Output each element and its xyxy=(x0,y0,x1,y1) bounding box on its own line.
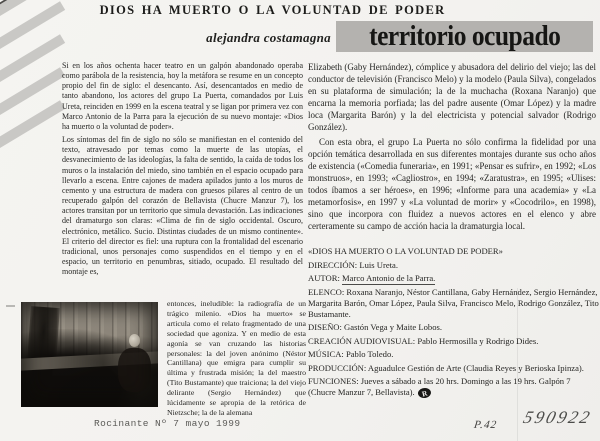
article-byline: alejandra costamagna xyxy=(206,30,331,45)
performance-photo xyxy=(21,302,158,407)
credit-funciones-text: FUNCIONES: Jueves a sábado a las 20 hrs. Domingo a las 19 hrs. Galpón 7 (Chucre Manzur 7, Bellavista). xyxy=(308,376,571,397)
photo-vignette xyxy=(21,302,158,407)
credit-funciones xyxy=(308,376,600,398)
credit-creacion: CREACIÓN AUDIOVISUAL: Pablo Hermosilla y Rodrigo Dides. xyxy=(308,335,539,346)
credits-block xyxy=(308,246,600,401)
credit-produccion: PRODUCCIÓN: Aguadulce Gestión de Arte (Claudia Reyes y Berioska Ipinza). xyxy=(308,362,584,373)
article-title: DIOS HA MUERTO O LA VOLUNTAD DE PODER xyxy=(99,3,446,17)
credit-direccion: DIRECCIÓN: Luis Ureta. xyxy=(308,259,398,270)
article-column-left xyxy=(62,61,303,298)
credit-autor-label: AUTOR: xyxy=(308,273,340,283)
article-column-narrow: entonces, ineludible: la radiografía de un trágico milenio. «Dios ha muerto» se articula como el relato fragmentado de una sociedad que agoniza. Y en medio de esta agonía se van cruzando las historias personales: la del joven anónimo (Néstor Cantillana) que emigra para cumplir su última y frustrada misión; la del maestro (Tito Bustamante) que traiciona; la del viejo delirante (Sergio Hernández) que lúcidamente se apropia de la retórica de Nietzsche; la de la alemana xyxy=(167,299,306,417)
credit-musica: MÚSICA: Pablo Toledo. xyxy=(308,349,394,359)
credit-diseno: DISEÑO: Gastón Vega y Maite Lobos. xyxy=(308,322,442,332)
credits-heading: «DIOS HA MUERTO O LA VOLUNTAD DE PODER» xyxy=(308,246,503,256)
scan-mark xyxy=(6,305,15,307)
section-banner-label: territorio ocupado xyxy=(368,21,561,52)
article-paragraph: Si en los años ochenta hacer teatro en un galpón abandonado operaba como parábola de la resistencia, hoy la metáfora se resume en un concepto propio del fin de siglo: el desencanto. Así, desencantados en medio de tanto abandono, los actores del grupo La Puerta, comandados por Luis Ureta, reinciden en 1999 en la escena teatral y se ligan por primera vez con Marco Antonio de la Parra para la ejecución de su nuevo montaje: «Dios ha muerto o la voluntad de poder». xyxy=(62,61,303,131)
article-column-right xyxy=(308,61,596,244)
credit-elenco: ELENCO: Roxana Naranjo, Néstor Cantillana, Gaby Hernández, Sergio Hernández, Margarita Barón, Omar López, Paula Silva, Francisco Melo, Rodrigo González, Tito Bustamante. xyxy=(308,286,599,319)
credit-autor-value: Marco Antonio de la Parra. xyxy=(342,273,436,283)
article-paragraph: Con esta obra, el grupo La Puerta no sólo confirma la fidelidad por una opción temática desarrollada en sus diferentes montajes durante sus ocho años de existencia («Comedia funeraria», en 1991; «Pensar es sufrir», en 1992; «Los monstruos», en 1993; «Cagliostro», en 1994; «Zaratustra», en 1995; «Ulises: todos íbamos a ser héroes», en 1996; «Informe para una academia» y «La metamorfosis», en 1997 y «La voluntad de morir» y «Cocodrilo», en 1998), sino que incorpora con fluidez a nuevos actores en el elenco y abre certeramente su campo de acción hacia la dramaturgia local. xyxy=(308,137,596,231)
article-paragraph: Los síntomas del fin de siglo no sólo se manifiestan en el contenido del texto, atravesado por temas como la muerte de las utopías, el desvanecimiento de las ideologías, la falta de sentido, la caída de todos los muros o la instalación del miedo, sino también en el espacio ocupado para llevarlo a escena. Entre cajones de madera apilados junto a los muros de cemento y una estructura de madera con gruesos pilares al centro de un recuperado galpón del corazón de Bellavista (Chucre Manzur 7), los actores transitan por un territorio que simula devastación. Las indicaciones del dramaturgo son claras: «Clima de fin de siglo occidental. Oscuro, electrónico, metálico. Sucio. Distintas ciudades de un mismo continente». El criterio del director es fiel: una ruptura con la frontalidad del escenario tradicional, unos personajes como suspendidos en el tiempo y en el espacio, un territorio en penumbras, sitiado, ocupado. El resultado del montaje es, xyxy=(62,135,303,277)
source-citation: Rocinante Nº 7 mayo 1999 xyxy=(94,418,241,429)
section-banner xyxy=(336,21,593,52)
handwritten-archive-code: 590922 xyxy=(521,407,595,427)
rocinante-logo-icon: R xyxy=(417,387,432,400)
article-paragraph: Elizabeth (Gaby Hernández), cómplice y abusadora del delirio del viejo; las del conductor de televisión (Francisco Melo) y la modelo (Paula Silva), congelados en su plataforma de simulación; la de la muchacha (Roxana Naranjo) que encarna la memoria porfiada; las del padre ausente (Omar López) y la madre loca (Margarita Barón) y la del electricista y potencial salvador (Rodrigo González). xyxy=(308,62,596,132)
credit-autor xyxy=(308,273,600,284)
handwritten-page-number: P.42 xyxy=(473,419,498,431)
